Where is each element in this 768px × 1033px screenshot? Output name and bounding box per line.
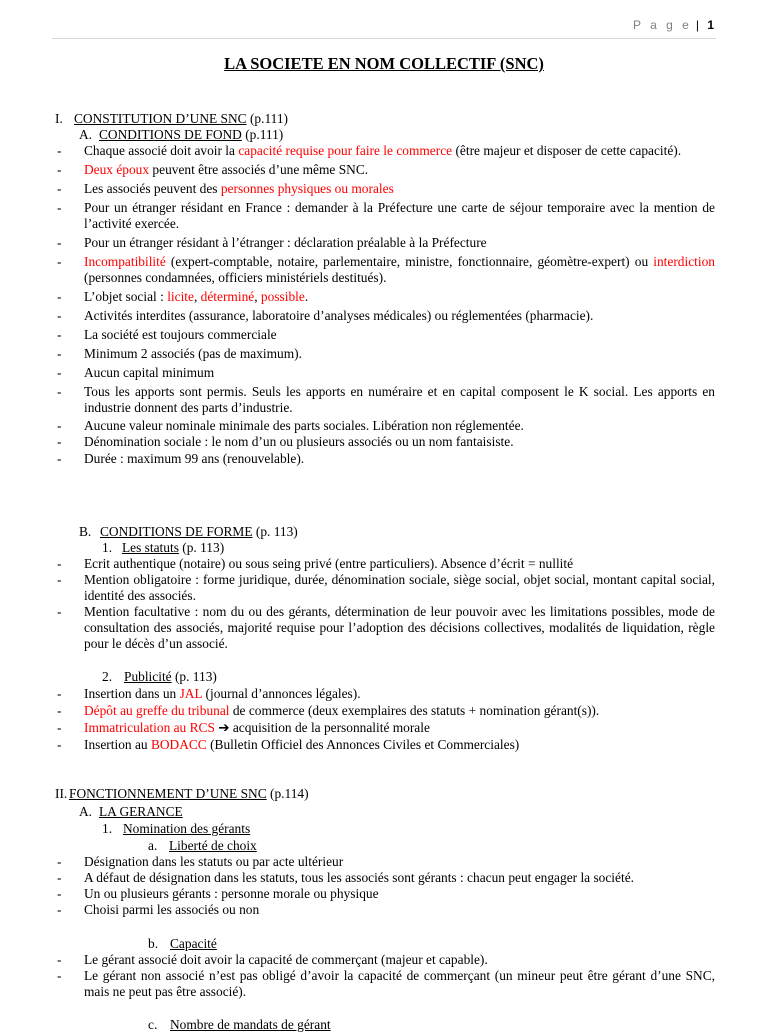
list-item: - Activités interdites (assurance, laboratoire d’analyses médicales) ou réglementées (pharmacie). [0, 308, 768, 324]
list-item: - Désignation dans les statuts ou par acte ultérieur [0, 854, 768, 870]
heading-section-1: I. CONSTITUTION D’UNE SNC (p.111) [55, 111, 288, 126]
list-item: - Aucun capital minimum [0, 365, 768, 381]
section-1b2 [0, 669, 768, 753]
list-item: - Mention facultative : nom du ou des gérants, détermination de leur pouvoir avec les limitations possibles, mode de consultation des associés, majorité requise pour l’adoption des décisions collectives, modalités de liquidation, règle pour le décès d’un associé. [0, 604, 768, 652]
list-item: - Mention obligatoire : forme juridique, durée, dénomination sociale, siège social, objet social, montant capital social, identité des associés. [0, 572, 768, 604]
section-1b [0, 524, 768, 652]
list-item: - Choisi parmi les associés ou non [0, 902, 768, 918]
list-item: - Dénomination sociale : le nom d’un ou plusieurs associés ou un nom fantaisiste. [0, 434, 768, 450]
list-item: - Le gérant non associé n’est pas obligé d’avoir la capacité de commerçant (un mineur peut être gérant d’une SNC, mais ne peut pas être associé). [0, 968, 768, 1000]
heading-statuts: 1. Les statuts (p. 113) [102, 540, 225, 555]
heading-conditions-fond: A. CONDITIONS DE FOND (p.111) [79, 127, 284, 142]
section-2-mandats [0, 1017, 768, 1033]
heading-capacite: b. Capacité [148, 936, 217, 951]
list-item: - Durée : maximum 99 ans (renouvelable). [0, 451, 768, 467]
list-item: - Le gérant associé doit avoir la capacité de commerçant (majeur et capable). [0, 952, 768, 968]
list-item: - A défaut de désignation dans les statuts, tous les associés sont gérants : chacun peut engager la société. [0, 870, 768, 886]
header-rule [52, 38, 716, 39]
section-2 [0, 786, 768, 918]
list-item: - Dépôt au greffe du tribunal de commerce (deux exemplaires des statuts + nomination gérant(s)). [0, 703, 768, 719]
list-item: - La société est toujours commerciale [0, 327, 768, 343]
list-item: - Minimum 2 associés (pas de maximum). [0, 346, 768, 362]
list-item: - Ecrit authentique (notaire) ou sous seing privé (entre particuliers). Absence d’écrit = nullité [0, 556, 768, 572]
page-number [633, 18, 714, 32]
list-item: - Pour un étranger résidant en France : demander à la Préfecture une carte de séjour temporaire avec la mention de l’activité exercée. [0, 200, 768, 232]
heading-publicite: 2. Publicité (p. 113) [102, 669, 217, 684]
list-item: - Aucune valeur nominale minimale des parts sociales. Libération non réglementée. [0, 418, 768, 434]
section-2-capacite [0, 936, 768, 1000]
list-item: - Insertion dans un JAL (journal d’annonces légales). [0, 686, 768, 702]
heading-gerance: A. LA GERANCE [79, 804, 183, 819]
list-item: - Insertion au BODACC (Bulletin Officiel des Annonces Civiles et Commerciales) [0, 737, 768, 753]
page-separator: | [695, 18, 699, 32]
heading-conditions-forme: B. CONDITIONS DE FORME (p. 113) [79, 524, 298, 539]
section-1 [0, 111, 768, 467]
heading-liberte: a. Liberté de choix [148, 838, 257, 853]
list-item: - Pour un étranger résidant à l’étranger : déclaration préalable à la Préfecture [0, 235, 768, 251]
list-item: - Incompatibilité (expert-comptable, notaire, parlementaire, ministre, fonctionnaire, géomètre-expert) ou interdiction (personnes condamnées, officiers ministériels destitués). [0, 254, 768, 286]
heading-nomination: 1. Nomination des gérants [102, 821, 251, 836]
page-label: P a g e [633, 18, 692, 32]
heading-section-2: II. FONCTIONNEMENT D’UNE SNC (p.114) [55, 786, 309, 801]
page-title: LA SOCIETE EN NOM COLLECTIF (SNC) [224, 54, 544, 73]
arrow-icon: ➔ [214, 720, 233, 735]
list-item: - Chaque associé doit avoir la capacité requise pour faire le commerce (être majeur et disposer de cette capacité). [0, 143, 768, 159]
list-item: - Deux époux peuvent être associés d’une même SNC. [0, 162, 768, 178]
list-item: - Un ou plusieurs gérants : personne morale ou physique [0, 886, 768, 902]
list-item: - L’objet social : licite, déterminé, possible. [0, 289, 768, 305]
page-number-value: 1 [707, 18, 714, 32]
list-item: - Tous les apports sont permis. Seuls les apports en numéraire et en capital composent le K social. Les apports en industrie donnent des parts d’industrie. [0, 384, 768, 416]
list-item: - Immatriculation au RCS ➔ acquisition de la personnalité morale [0, 720, 768, 736]
heading-mandats: c. Nombre de mandats de gérant [148, 1017, 331, 1032]
list-item: - Les associés peuvent des personnes physiques ou morales [0, 181, 768, 197]
